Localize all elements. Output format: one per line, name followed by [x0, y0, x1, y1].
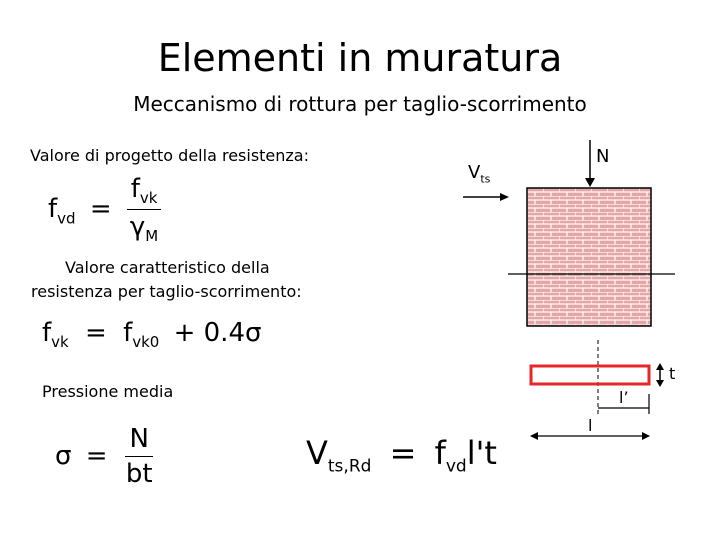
fvk-rest: + 0.4σ	[173, 318, 262, 348]
l-label: l	[588, 416, 593, 435]
t-label: t	[669, 364, 676, 383]
fvd-lhs-sub: vd	[57, 209, 76, 228]
v-label-main: V	[468, 162, 481, 183]
fvd-num-sub: vk	[139, 189, 158, 208]
fvk-lhs-sub: vk	[51, 333, 69, 352]
l-arrow-right	[642, 432, 650, 440]
fvk-lhs: f	[42, 318, 52, 348]
sigma-num: N	[125, 424, 152, 457]
v-arrow-head	[500, 193, 509, 201]
masonry-wall	[527, 188, 651, 326]
sigma-den: bt	[125, 459, 153, 489]
v-label	[468, 162, 490, 186]
fvd-lhs: f	[48, 194, 58, 225]
sigma-lhs: σ	[55, 441, 72, 471]
fvd-den-sub: M	[145, 227, 159, 246]
page-subtitle: Meccanismo di rottura per taglio-scorrimento	[133, 92, 587, 116]
sigma-eq: =	[85, 441, 108, 471]
vtsrd-f-sub: vd	[445, 456, 467, 477]
n-arrow-head	[585, 178, 595, 187]
vtsrd-f: f	[434, 434, 446, 472]
vtsrd-lhs-sub: ts,Rd	[327, 456, 372, 477]
section-rectangle	[531, 366, 649, 384]
fvk-eq: =	[85, 318, 107, 348]
fvd-eq: =	[89, 194, 112, 225]
characteristic-label-line1: Valore caratteristico della	[65, 258, 270, 277]
design-value-label: Valore di progetto della resistenza:	[30, 146, 309, 165]
v-label-sub: ts	[480, 172, 491, 186]
t-arrow-down	[656, 380, 664, 387]
vtsrd-lhs: V	[306, 434, 328, 472]
mean-pressure-label: Pressione media	[42, 382, 174, 401]
fvd-num: f	[130, 174, 140, 204]
vtsrd-eq: =	[389, 434, 417, 472]
l-prime-label: l’	[619, 388, 629, 407]
fvk-t1: f	[123, 318, 133, 348]
fvk-t1-sub: vk0	[132, 333, 160, 352]
fvd-den: γ	[129, 212, 146, 243]
vtsrd-rest: l't	[466, 434, 497, 472]
characteristic-label-line2: resistenza per taglio-scorrimento:	[31, 282, 302, 301]
n-label: N	[596, 146, 610, 167]
l-arrow-left	[530, 432, 538, 440]
t-arrow-up	[656, 363, 664, 370]
page-title: Elementi in muratura	[157, 36, 563, 80]
